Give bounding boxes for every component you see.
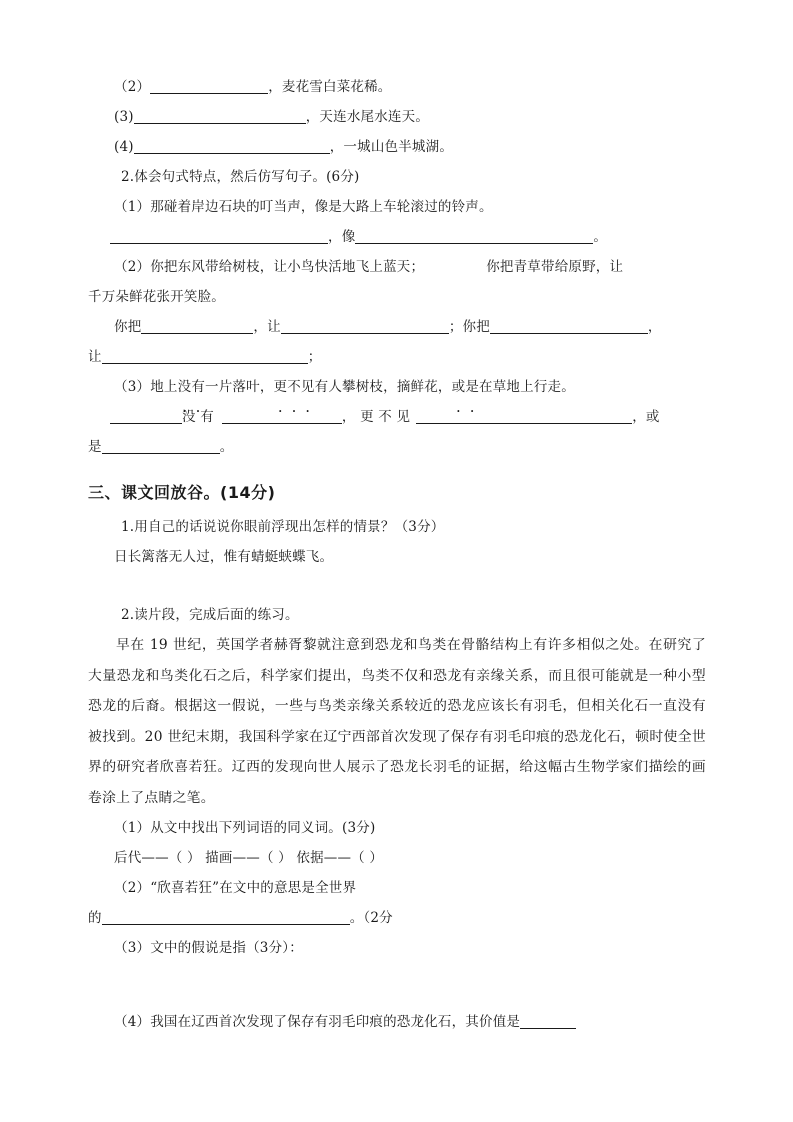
q2-item2-blank-2[interactable] bbox=[281, 318, 449, 334]
q2-item1-answer bbox=[88, 222, 706, 252]
fill-line-2 bbox=[88, 72, 706, 102]
q2-item3-line2-end: 。 bbox=[219, 439, 234, 455]
section3-q2-sub3-label: （3）文中的假说是指（3分）： bbox=[114, 940, 303, 956]
q2-item1-end: 。 bbox=[593, 229, 608, 245]
section3-q2-passage: 早在 19 世纪，英国学者赫胥黎就注意到恐龙和鸟类在骨骼结构上有许多相似之处。在研究了大量恐龙和鸟类化石之后，科学家们提出，鸟类不仅和恐龙有亲缘关系，而且很可能就是一种小型恐龙的后裔。根据这一假说，一些与鸟类亲缘关系较近的恐龙应该长有羽毛，但相关化石一直没有被找到。20 世纪末期，我国科学家在辽宁西部首次发现了保存有羽毛印痕的恐龙化石，顿时使全世界的研究者欣喜若狂。辽西的发现向世人展示了恐龙长羽毛的证据，给这幅古生物学家们描绘的画卷涂上了点睛之笔。 bbox=[88, 637, 706, 806]
q2-item3-sep-1: ， 更 不 见 bbox=[341, 409, 411, 425]
q2-item2-prompt-line1 bbox=[88, 252, 706, 282]
q2-item2-answer-prefix: 你把 bbox=[114, 319, 142, 335]
q2-item3-emphasis-1: 没有 bbox=[177, 379, 206, 395]
spacer-answer-space bbox=[88, 963, 706, 1007]
fill-line-4 bbox=[88, 132, 706, 162]
fill-line-4-label: (4) bbox=[114, 139, 134, 155]
q2-item1-prompt bbox=[88, 192, 706, 222]
q2-item2-text-1: 你把东风带给树枝，让小鸟快活地飞上蓝天； bbox=[150, 259, 425, 275]
section3-q2-sub1-label: （1）从文中找出下列词语的同义词。(3分) bbox=[114, 820, 376, 836]
fill-line-3-blank[interactable] bbox=[134, 108, 306, 124]
q2-item2-prompt-line2: 千万朵鲜花张开笑脸。 bbox=[88, 289, 225, 305]
q2-item2-answer-line2 bbox=[88, 342, 706, 372]
section3-q2-sub4-blank[interactable] bbox=[520, 1013, 576, 1029]
q2-item1-blank-2[interactable] bbox=[355, 228, 593, 244]
fill-line-3-label: (3) bbox=[114, 109, 134, 125]
section3-q2-sub2-prefix: 的 bbox=[88, 910, 102, 926]
section3-q2-sub2-line2 bbox=[88, 903, 706, 933]
fill-line-2-text: ，麦花雪白菜花稀。 bbox=[268, 79, 392, 95]
q2-item1-blank-1[interactable] bbox=[110, 228, 328, 244]
q2-item2-blank-4[interactable] bbox=[102, 348, 308, 364]
section3-q2-sub2-suffix: 。（2分 bbox=[349, 910, 393, 926]
q2-item3-line2-prefix: 是 bbox=[88, 439, 102, 455]
q2-item3-answer-line2 bbox=[88, 432, 706, 462]
spacer-after-poem bbox=[88, 572, 706, 600]
q2-item3-prompt bbox=[88, 372, 706, 402]
q2-item2-sep-1: ，让 bbox=[253, 319, 281, 335]
section3-q1-poem: 日长篱落无人过，惟有蜻蜓蛱蝶飞。 bbox=[114, 549, 334, 565]
q2-item2-line2-end: ； bbox=[307, 349, 322, 365]
q2-item3-sep-2: ，或 bbox=[632, 409, 660, 425]
page-content bbox=[88, 72, 706, 1037]
q2-item3-blank-3[interactable] bbox=[416, 408, 632, 424]
question-2-title: 2.体会句式特点，然后仿写句子。(6分) bbox=[121, 169, 360, 185]
fill-line-2-label: （2） bbox=[114, 79, 151, 95]
q2-item2-sep-2: ；你把 bbox=[448, 319, 490, 335]
q2-item3-blank-4[interactable] bbox=[102, 438, 220, 454]
q2-item2-answer-line1 bbox=[88, 312, 706, 342]
q2-item3-text-c: 有人攀树枝，摘鲜花， bbox=[314, 379, 452, 395]
fill-line-3 bbox=[88, 102, 706, 132]
q2-item3-text-b: 一片落叶， bbox=[205, 379, 274, 395]
section3-q2-sub2-blank[interactable] bbox=[102, 909, 350, 925]
section3-q1-title: 1.用自己的话说说你眼前浮现出怎样的情景？（3分） bbox=[121, 519, 445, 535]
q2-item1-text: 那碰着岸边石块的叮当声，像是大路上车轮滚过的铃声。 bbox=[150, 199, 493, 215]
q2-item3-blank-1[interactable] bbox=[110, 408, 182, 424]
q2-item2-blank-3[interactable] bbox=[490, 318, 648, 334]
q2-item3-word-1: 没 有 bbox=[182, 409, 214, 425]
fill-line-3-text: ，天连水尾水连天。 bbox=[305, 109, 430, 125]
q2-item2-text-2: 你把青草带给原野，让 bbox=[486, 259, 624, 275]
section3-q2-title: 2.读片段，完成后面的练习。 bbox=[121, 607, 299, 623]
fill-line-2-blank[interactable] bbox=[150, 78, 268, 94]
q2-item2-sep-3: ， bbox=[647, 319, 662, 335]
q2-item3-answer-line1 bbox=[88, 402, 706, 432]
section3-q2-sub1-pairs: 后代——（ ） 描画——（ ） 依据——（ ） bbox=[114, 850, 384, 866]
q2-item2-blank-1[interactable] bbox=[141, 318, 253, 334]
q2-item3-text-d: 在草地上行走。 bbox=[479, 379, 575, 395]
q2-item1-mid: ，像 bbox=[328, 229, 356, 245]
q2-item2-label: （2） bbox=[114, 259, 151, 275]
section3-q2-sub2-line1: （2）“欣喜若狂”在文中的意思是全世界 bbox=[114, 880, 357, 896]
q2-item3-text-a: 地上 bbox=[150, 379, 178, 395]
q2-item1-label: （1） bbox=[114, 199, 151, 215]
section-three-heading: 三、课文回放谷。(14分) bbox=[88, 483, 276, 502]
q2-item3-emphasis-2: 更不见 bbox=[273, 379, 315, 395]
q2-item3-label: （3） bbox=[114, 379, 151, 395]
section3-q2-sub4 bbox=[88, 1007, 706, 1037]
q2-item3-emphasis-3: 或是 bbox=[451, 379, 480, 395]
fill-line-4-blank[interactable] bbox=[134, 138, 330, 154]
fill-line-4-text: ，一城山色半城湖。 bbox=[329, 139, 454, 155]
q2-item2-line2-prefix: 让 bbox=[88, 349, 102, 365]
section3-q2-sub4-label: （4）我国在辽西首次发现了保存有羽毛印痕的恐龙化石，其价值是 bbox=[114, 1014, 521, 1030]
